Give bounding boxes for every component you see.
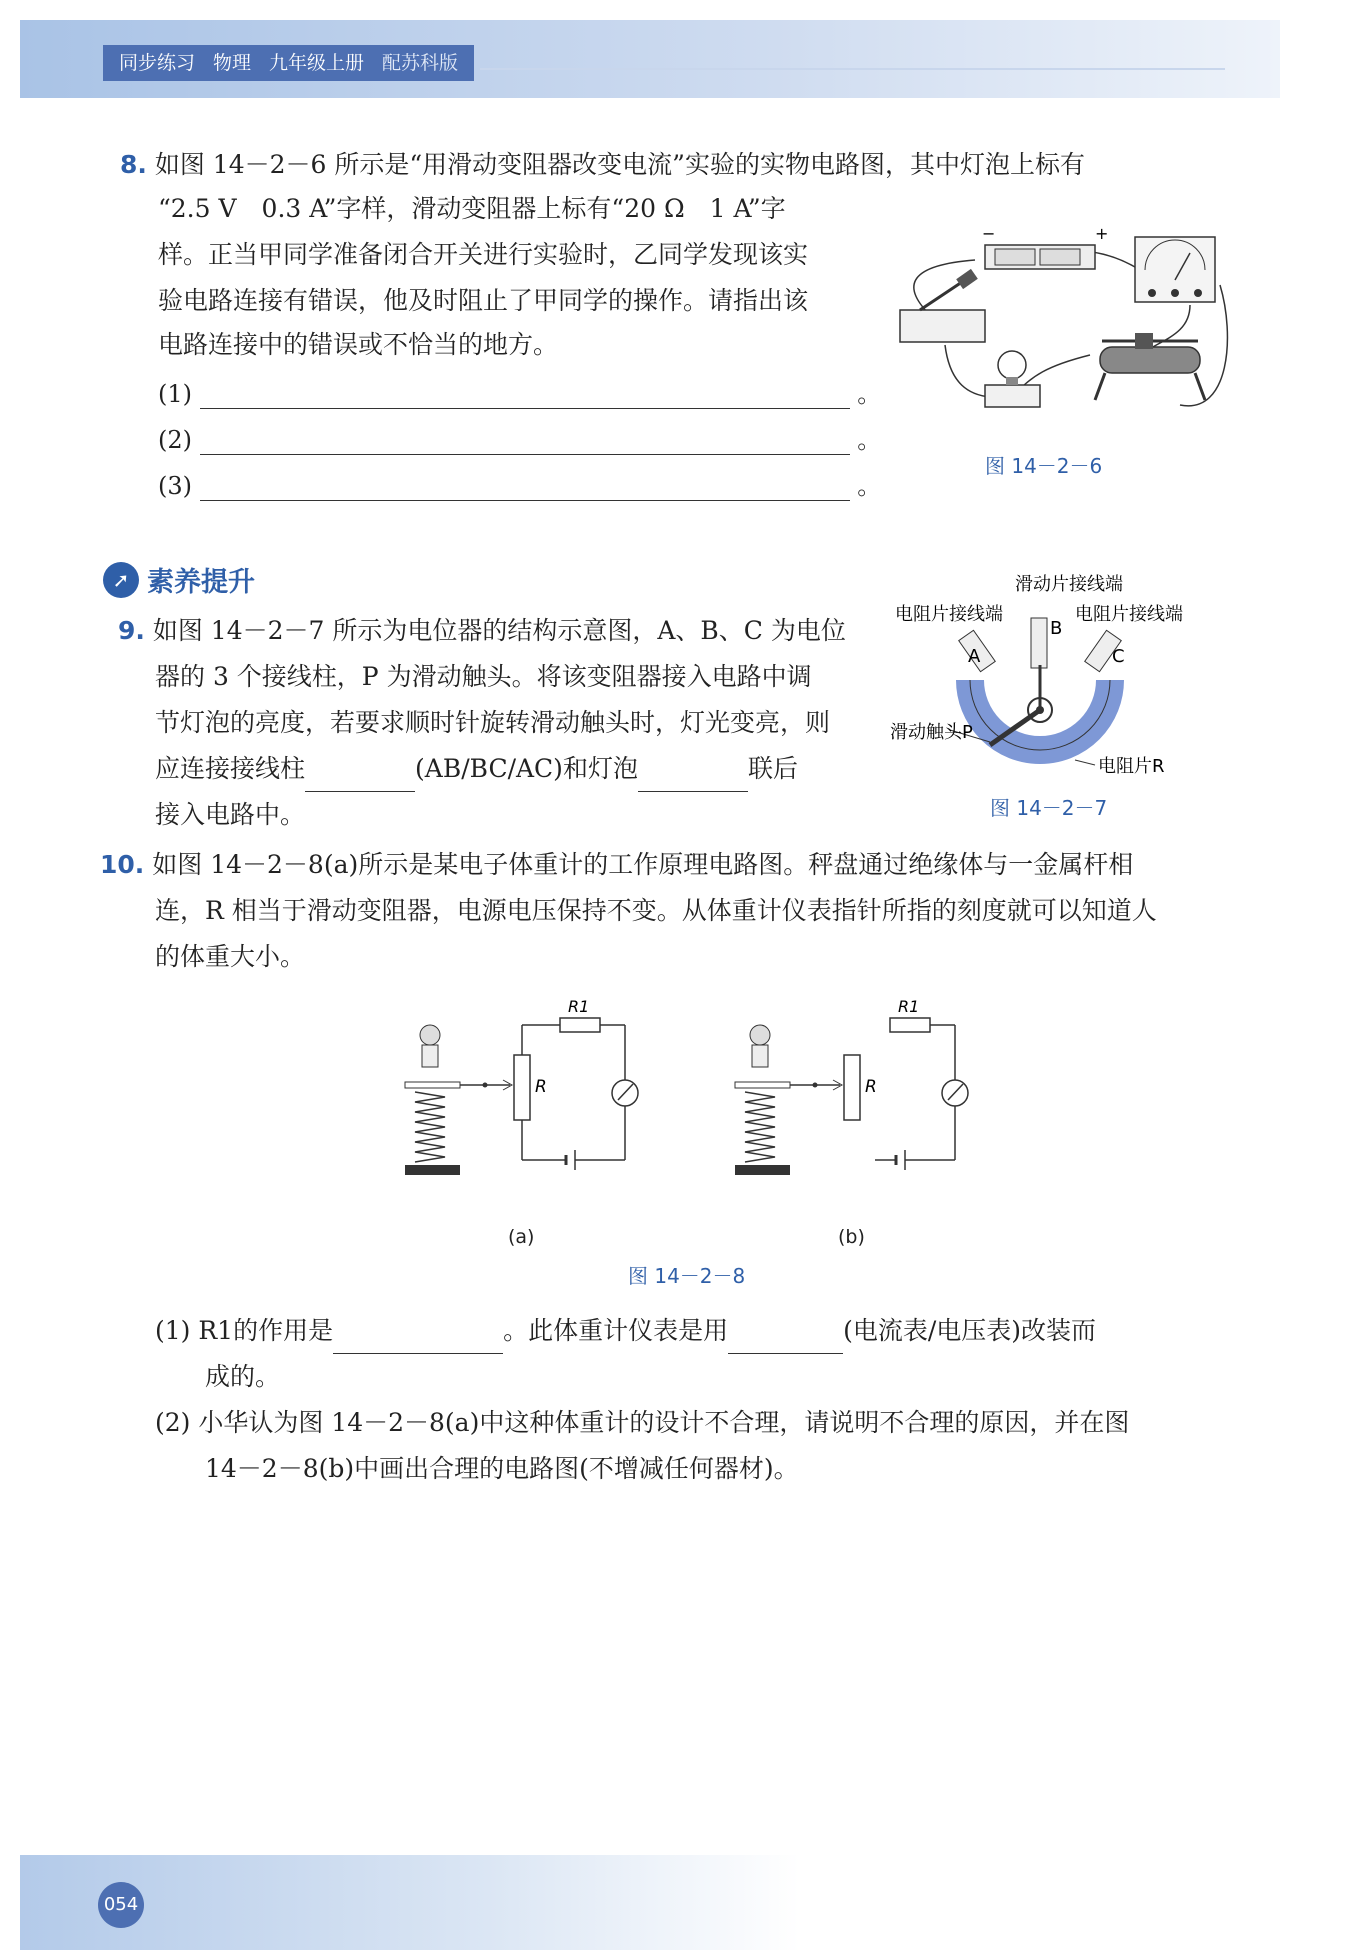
- bulb: [998, 351, 1026, 379]
- header-rule: [480, 68, 1225, 70]
- q8-line2: “2.5 V 0.3 A”字样，滑动变阻器上标有“20 Ω 1 A”字: [158, 194, 786, 223]
- bulb-base: [985, 385, 1040, 407]
- q9-text-4c: 联后: [747, 754, 798, 783]
- label-r-b: R: [865, 1077, 877, 1097]
- page-number: 054: [98, 1882, 144, 1928]
- resistor-r1-b: [890, 1018, 930, 1032]
- figure-14-2-7: [880, 570, 1220, 785]
- q9-line4: [155, 746, 798, 792]
- q8-answer-1-label: (1): [158, 380, 192, 408]
- battery-plus-label: +: [1095, 225, 1109, 243]
- q8-answer-2-blank[interactable]: [200, 424, 850, 455]
- q8-answer-1-blank[interactable]: [200, 378, 850, 409]
- q9-text-1: 如图 14－2－7 所示为电位器的结构示意图，A、B、C 为电位: [152, 616, 846, 645]
- q8-line5: 电路连接中的错误或不恰当的地方。: [158, 330, 559, 359]
- q10-line3: 的体重大小。: [155, 942, 306, 971]
- q10-part1-b: 。此体重计仪表是用: [503, 1316, 729, 1345]
- q8-text-1: 如图 14－2－6 所示是“用滑动变阻器改变电流”实验的实物电路图，其中灯泡上标有: [154, 150, 1085, 179]
- q9-blank-connection[interactable]: [638, 761, 748, 792]
- q8-answer-3-label: (3): [158, 472, 192, 500]
- q10-part2-b: 14－2－8(b)中画出合理的电路图(不增减任何器材)。: [205, 1454, 799, 1483]
- figure-14-2-8-a: [400, 1000, 645, 1230]
- q10-part1-c: (电流表/电压表)改装而: [843, 1316, 1097, 1345]
- rocket-icon: ➚: [103, 562, 139, 598]
- section-title: [103, 560, 255, 599]
- q9-text-4a: 应连接接线柱: [155, 754, 306, 783]
- q10-part1-d: 成的。: [205, 1362, 281, 1391]
- label-r1-b: R1: [898, 1000, 920, 1016]
- q10-number: 10.: [100, 850, 145, 879]
- figure-14-2-7-caption: 图 14－2－7: [990, 796, 1108, 820]
- q10-line1: [100, 842, 1133, 888]
- battery-minus-label: −: [982, 225, 996, 243]
- header-series: 同步练习: [119, 52, 196, 74]
- label-right-terminal: 电阻片接线端: [1075, 604, 1183, 625]
- q8-number: 8.: [120, 150, 147, 179]
- rheostat-r-b: [844, 1055, 860, 1120]
- figure-14-2-8-caption: 图 14－2－8: [628, 1264, 746, 1288]
- q9-line1: [118, 608, 846, 654]
- q10-text-1: 如图 14－2－8(a)所示是某电子体重计的工作原理电路图。秤盘通过绝缘体与一金属杆相: [152, 850, 1134, 879]
- label-b: B: [1050, 618, 1063, 639]
- figure-label-b: (b): [838, 1226, 865, 1248]
- terminal-a: [959, 630, 996, 671]
- q9-line5: 接入电路中。: [155, 800, 306, 829]
- q9-blank-terminals[interactable]: [305, 761, 415, 792]
- rheostat: [1100, 347, 1200, 373]
- label-r-a: R: [535, 1077, 547, 1097]
- terminal-c: [1085, 630, 1125, 671]
- header-edition: 配苏科版: [382, 52, 459, 74]
- resistor-r1: [560, 1018, 600, 1032]
- figure-label-a: (a): [508, 1226, 535, 1248]
- q9-line2: 器的 3 个接线柱，P 为滑动触头。将该变阻器接入电路中调: [155, 662, 812, 691]
- figure-14-2-6: [890, 225, 1230, 430]
- q10-line2: 连，R 相当于滑动变阻器，电源电压保持不变。从体重计仪表指针所指的刻度就可以知道人: [155, 896, 1157, 925]
- q8-line1: [120, 142, 1085, 188]
- label-r1-a: R1: [568, 1000, 590, 1016]
- q10-part1-a: (1) R1的作用是: [155, 1316, 334, 1345]
- q10-part1: [155, 1308, 1096, 1354]
- terminal-b: [1031, 618, 1062, 668]
- q9-number: 9.: [118, 616, 145, 645]
- q8-answer-2-end: 。: [857, 426, 882, 454]
- figure-14-2-8-b: [730, 1000, 975, 1230]
- q10-blank-meter-type[interactable]: [728, 1323, 843, 1354]
- rheostat-r: [514, 1055, 530, 1120]
- label-left-terminal: 电阻片接线端: [895, 604, 1003, 625]
- label-c: C: [1112, 646, 1125, 667]
- label-slider-p: 滑动触头P: [890, 722, 973, 743]
- q8-answer-3-end: 。: [857, 472, 882, 500]
- label-slider-terminal: 滑动片接线端: [1015, 574, 1123, 595]
- header-grade: 九年级上册: [269, 52, 365, 74]
- q8-answer-1: [158, 374, 881, 409]
- header-tag: [103, 45, 474, 81]
- q9-text-4b: (AB/BC/AC)和灯泡: [415, 754, 638, 783]
- q8-line3: 样。正当甲同学准备闭合开关进行实验时，乙同学发现该实: [158, 240, 809, 269]
- q8-answer-3-blank[interactable]: [200, 470, 850, 501]
- section-title-text: 素养提升: [147, 567, 255, 598]
- q9-line3: 节灯泡的亮度，若要求顺时针旋转滑动触头时，灯光变亮，则: [155, 708, 831, 737]
- q8-answer-1-end: 。: [857, 380, 882, 408]
- q10-part2-a: (2) 小华认为图 14－2－8(a)中这种体重计的设计不合理，请说明不合理的原因，并在图: [155, 1408, 1130, 1437]
- label-resistor-r: 电阻片R: [1098, 756, 1165, 777]
- figure-14-2-6-caption: 图 14－2－6: [985, 454, 1103, 478]
- q8-answer-2-label: (2): [158, 426, 192, 454]
- q8-line4: 验电路连接有错误，他及时阻止了甲同学的操作。请指出该: [158, 286, 809, 315]
- header-subject: 物理: [213, 52, 252, 74]
- q8-answer-3: [158, 466, 881, 501]
- spring: [415, 1092, 445, 1162]
- q8-answer-2: [158, 420, 881, 455]
- knife-switch: [900, 310, 985, 342]
- scale-plate: [405, 1082, 460, 1088]
- label-a: A: [968, 646, 981, 667]
- q10-blank-r1-role[interactable]: [333, 1323, 503, 1354]
